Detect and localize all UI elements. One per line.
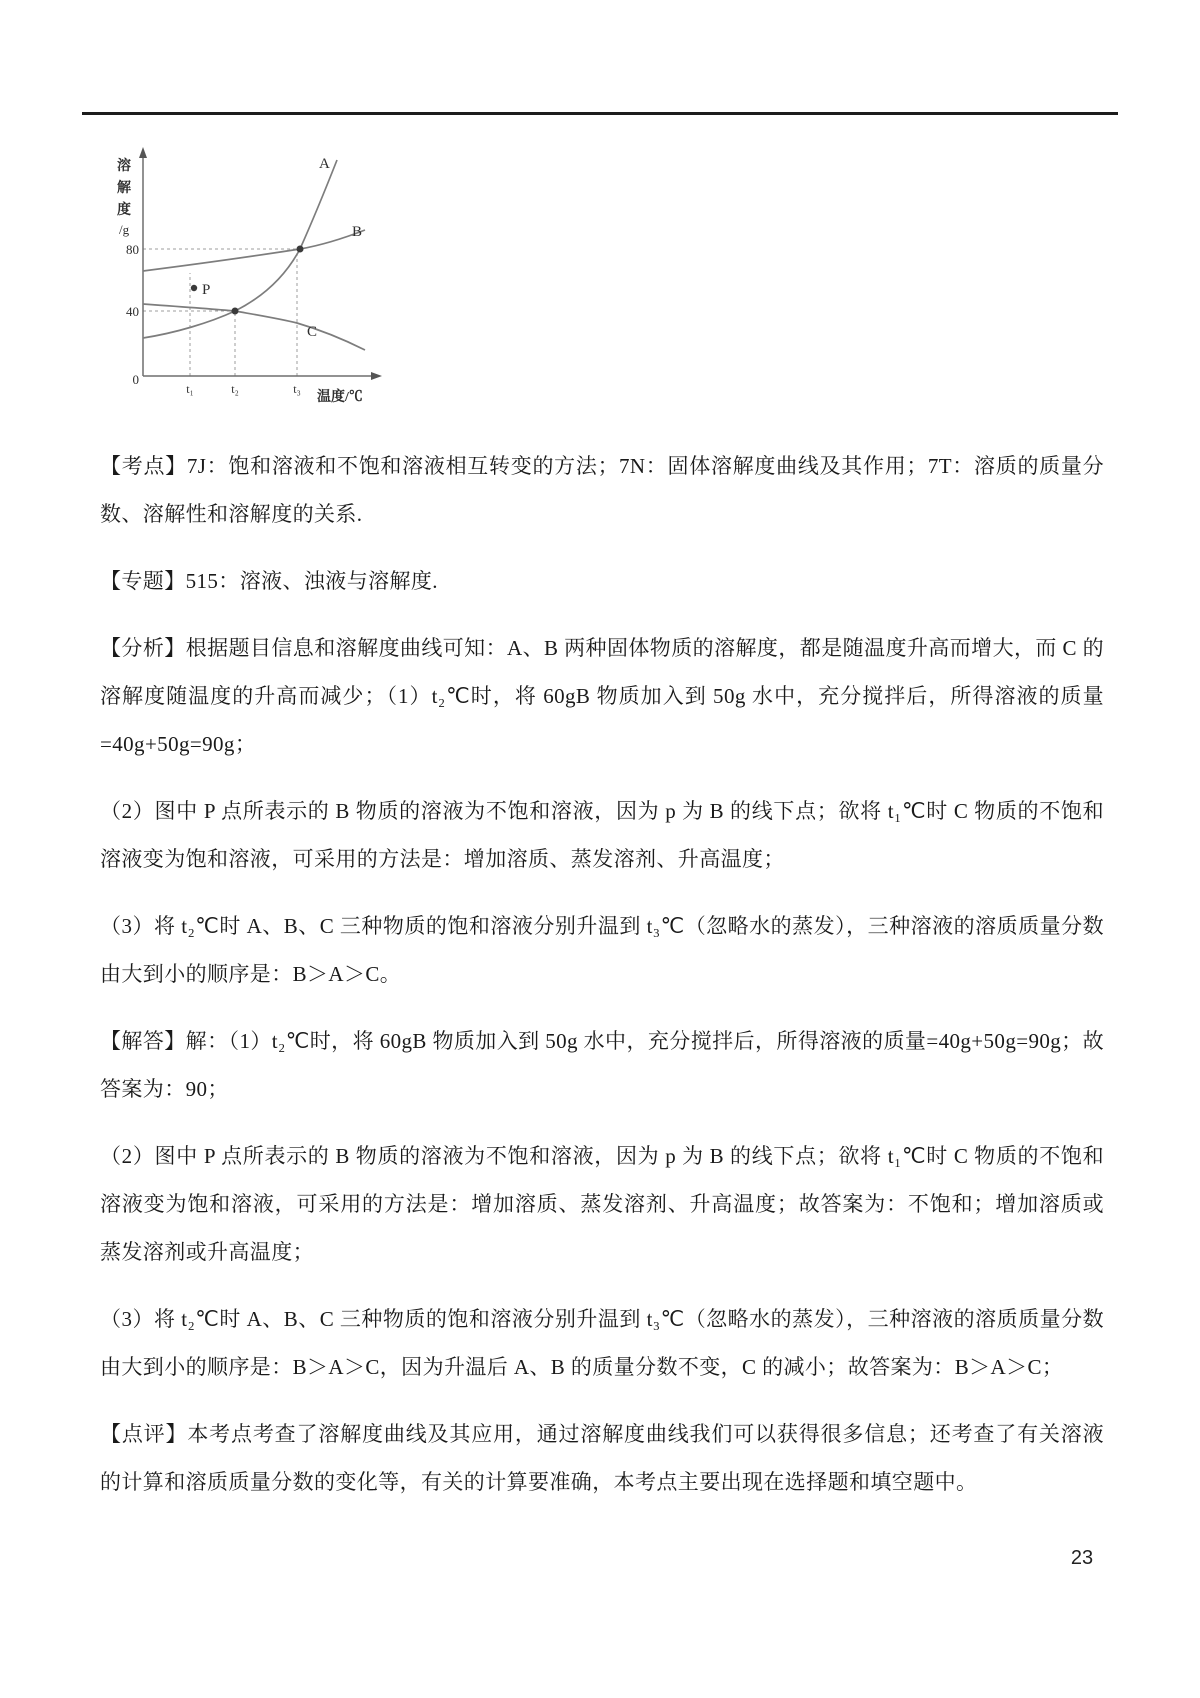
page-number: 23 — [1070, 1547, 1094, 1569]
y-axis-arrow — [139, 147, 147, 158]
point-p-dot — [191, 285, 197, 291]
paragraph-dianping: 【点评】本考点考查了溶解度曲线及其应用，通过溶解度曲线我们可以获得很多信息；还考查了有关溶液的计算和溶质质量分数的变化等，有关的计算要准确，本考点主要出现在选择题和填空题中。 — [100, 1422, 1104, 1494]
x-axis-label: 温度/℃ — [317, 390, 363, 405]
paragraph-jieda-2: （2）图中 P 点所表示的 B 物质的溶液为不饱和溶液，因为 p 为 B 的线下点；欲将 t₁℃时 C 物质的不饱和溶液变为饱和溶液，可采用的方法是：增加溶质、蒸发溶剂、升高温度；故答案为：不饱和；增加溶质或蒸发溶剂或升高温度； — [100, 1144, 1104, 1264]
x-tick-t1: t₁ — [186, 382, 194, 396]
y-axis-label-char-1: 溶 — [117, 159, 131, 174]
intersection-ab-dot — [297, 246, 304, 253]
origin-label: 0 — [132, 372, 139, 387]
curve-a-label: A — [319, 156, 330, 172]
paragraph-zhuanti: 【专题】515：溶液、浊液与溶解度. — [100, 569, 438, 593]
paragraph-jieda-3: （3）将 t₂℃时 A、B、C 三种物质的饱和溶液分别升温到 t₃℃（忽略水的蒸发），三种溶液的溶质质量分数由大到小的顺序是：B＞A＞C，因为升温后 A、B 的质量分数不变，C 的减小；故答案为：B＞A＞C； — [100, 1307, 1104, 1379]
point-p-label: P — [202, 282, 211, 298]
y-tick-80: 80 — [126, 242, 139, 257]
y-axis-label-unit: /g — [119, 222, 130, 237]
y-axis-label-char-2: 解 — [117, 181, 131, 196]
x-tick-t3: t₃ — [293, 382, 301, 396]
paragraph-fenxi-3: （3）将 t₂℃时 A、B、C 三种物质的饱和溶液分别升温到 t₃℃（忽略水的蒸发），三种溶液的溶质质量分数由大到小的顺序是：B＞A＞C。 — [100, 914, 1104, 986]
curve-b-label: B — [352, 224, 363, 240]
paragraph-jieda: 【解答】解：（1）t₂℃时，将 60gB 物质加入到 50g 水中，充分搅拌后，所得溶液的质量=40g+50g=90g；故答案为：90； — [100, 1029, 1104, 1101]
curve-c-label: C — [307, 324, 318, 340]
paragraph-fenxi: 【分析】根据题目信息和溶解度曲线可知：A、B 两种固体物质的溶解度，都是随温度升高而增大，而 C 的溶解度随温度的升高而减少；（1）t₂℃时，将 60gB 物质加入到 50g 水中，充分搅拌后，所得溶液的质量=40g+50g=90g； — [100, 636, 1104, 756]
header-divider-rule — [82, 112, 1118, 115]
intersection-ac-dot — [232, 308, 239, 315]
solubility-curve-figure — [95, 126, 395, 416]
paragraph-kaodian: 【考点】7J：饱和溶液和不饱和溶液相互转变的方法；7N：固体溶解度曲线及其作用；7T：溶质的质量分数、溶解性和溶解度的关系. — [100, 454, 1104, 526]
x-tick-t2: t₂ — [231, 382, 239, 396]
paragraph-fenxi-2: （2）图中 P 点所表示的 B 物质的溶液为不饱和溶液，因为 p 为 B 的线下点；欲将 t₁℃时 C 物质的不饱和溶液变为饱和溶液，可采用的方法是：增加溶质、蒸发溶剂、升高温度； — [100, 799, 1104, 871]
curve-b — [143, 230, 365, 271]
curve-c — [143, 304, 365, 350]
y-axis-label-char-3: 度 — [117, 203, 131, 218]
x-axis-arrow — [371, 372, 382, 380]
solution-text-block — [100, 442, 1104, 1525]
y-tick-40: 40 — [126, 304, 139, 319]
